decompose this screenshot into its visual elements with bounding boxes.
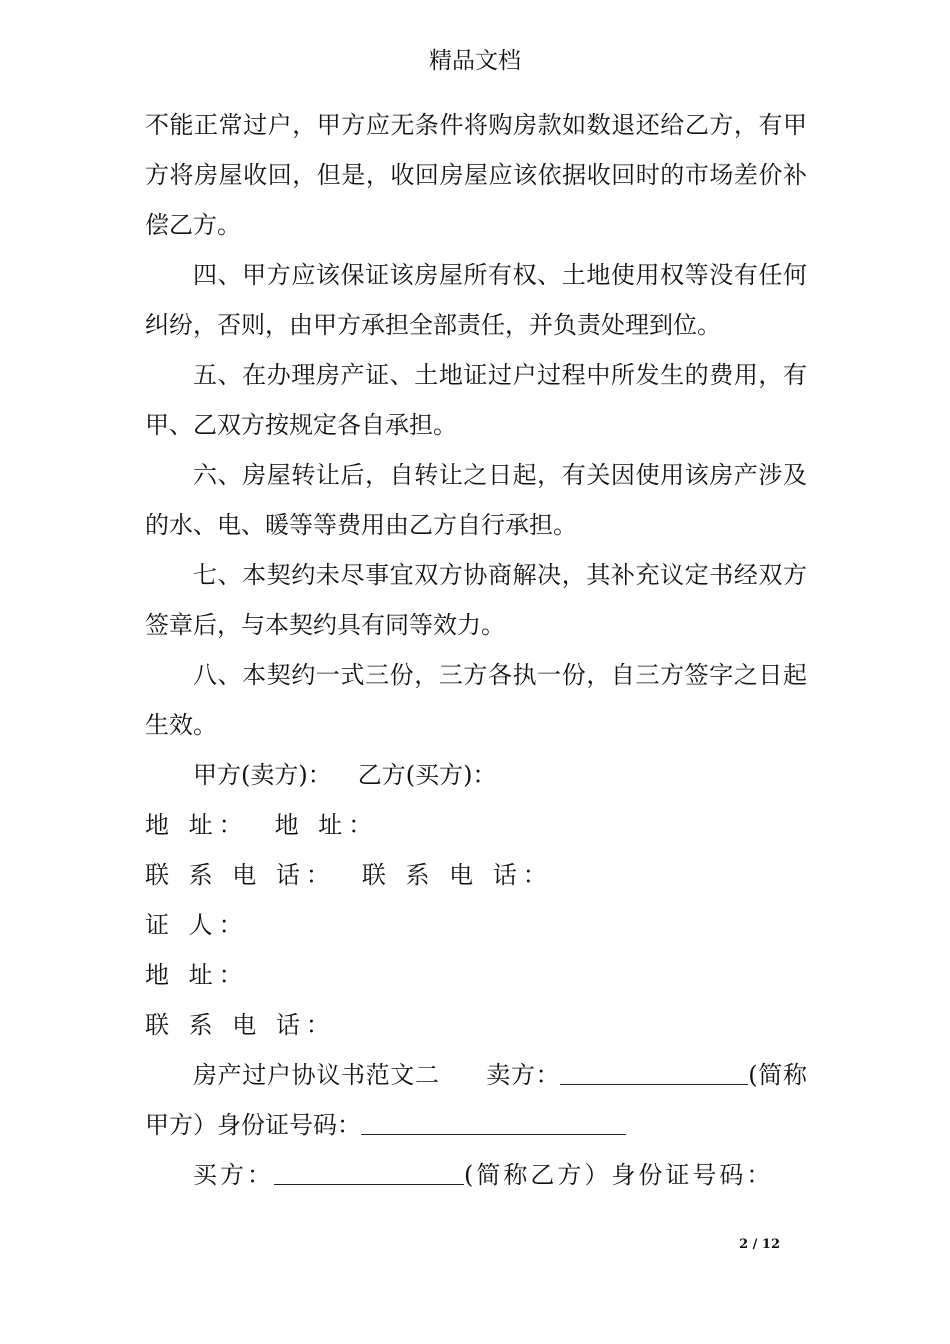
party-b-label: 乙方(买方)： [357, 761, 497, 789]
witness-line [145, 900, 807, 950]
seller-label: 卖方： [485, 1061, 561, 1089]
party-b-address-label: 地 址： [274, 811, 379, 839]
signature-phone-line [145, 850, 807, 900]
witness-label: 证 人： [145, 911, 249, 939]
signature-address-line [145, 800, 807, 850]
witness-address-line [145, 950, 807, 1000]
buyer-suffix: (简称乙方）身份证号码： [464, 1161, 774, 1189]
clause-8: 八、本契约一式三份，三方各执一份，自三方签字之日起生效。 [145, 661, 807, 739]
sample2-buyer-paragraph [145, 1150, 807, 1200]
party-a-address-label: 地 址： [145, 811, 249, 839]
seller-suffix: (简称甲方）身份证号码： [145, 1061, 807, 1139]
buyer-name-blank [274, 1162, 464, 1185]
page-number: 2 / 12 [739, 1237, 780, 1252]
witness-phone-label: 联 系 电 话： [145, 1011, 336, 1039]
clause-6: 六、房屋转让后，自转让之日起，有关因使用该房产涉及的水、电、暖等等费用由乙方自行承担。 [145, 461, 807, 539]
clause-5: 五、在办理房产证、土地证过户过程中所发生的费用，有甲、乙双方按规定各自承担。 [145, 361, 807, 439]
signature-parties-line [145, 750, 807, 800]
party-a-label: 甲方(卖方)： [193, 761, 332, 789]
seller-name-blank [560, 1062, 748, 1085]
page-header: 精品文档 [429, 48, 521, 74]
clause-7: 七、本契约未尽事宜双方协商解决，其补充议定书经双方签章后，与本契约具有同等效力。 [145, 561, 807, 639]
witness-address-label: 地 址： [145, 961, 249, 989]
witness-phone-line [145, 1000, 807, 1050]
paragraph-continued: 不能正常过户，甲方应无条件将购房款如数退还给乙方，有甲方将房屋收回，但是，收回房屋应该依据收回时的市场差价补偿乙方。 [145, 111, 807, 239]
sample2-seller-paragraph [145, 1050, 807, 1150]
clause-4: 四、甲方应该保证该房屋所有权、土地使用权等没有任何纠纷，否则，由甲方承担全部责任，并负责处理到位。 [145, 261, 807, 339]
party-b-phone-label: 联 系 电 话： [361, 861, 553, 889]
document-body [145, 100, 807, 1200]
sample2-title: 房产过户协议书范文二 [193, 1061, 440, 1089]
buyer-label: 买方： [193, 1161, 274, 1189]
party-a-phone-label: 联 系 电 话： [145, 861, 336, 889]
seller-id-blank [361, 1112, 626, 1135]
